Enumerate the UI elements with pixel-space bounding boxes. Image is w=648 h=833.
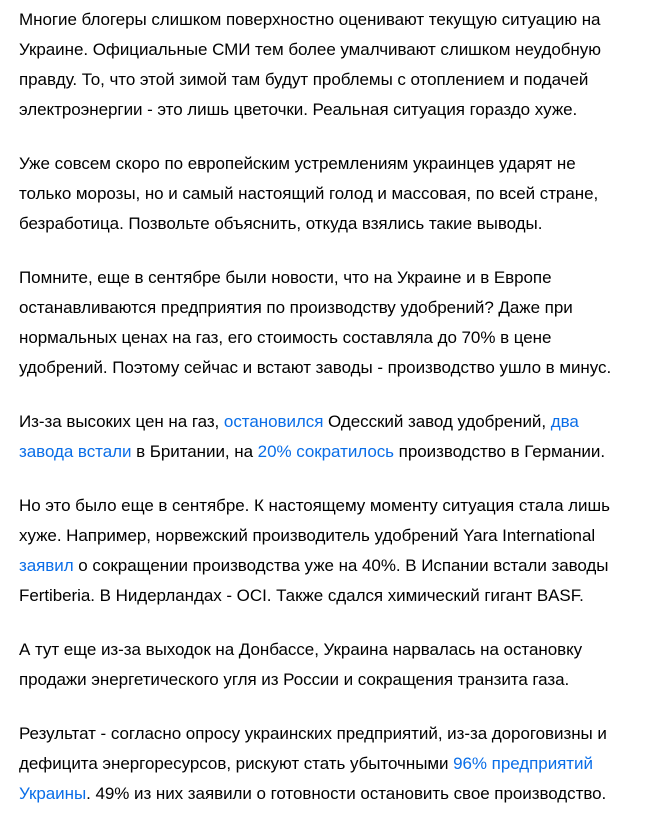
link-two-plants-stopped[interactable]: два завода встали xyxy=(19,412,579,461)
paragraph-1: Многие блогеры слишком поверхностно оценивают текущую ситуацию на Украине. Официальные СМИ тем более умалчивают слишком неудобную правду. То, что этой зимой там будут проблемы с отоплением и подачей электроэнергии - это лишь цветочки. Реальная ситуация гораздо хуже. xyxy=(19,10,601,119)
paragraph-5 xyxy=(19,491,625,611)
link-germany-20-percent[interactable]: 20% сократилось xyxy=(257,442,394,461)
paragraph-2: Уже совсем скоро по европейским устремлениям украинцев ударят не только морозы, но и самый настоящий голод и массовая, по всей стране, безработица. Позвольте объяснить, откуда взялись такие выводы. xyxy=(19,154,599,233)
link-yara-announced[interactable]: заявил xyxy=(19,556,74,575)
paragraph-4-text-1: Из-за высоких цен на газ, xyxy=(19,412,224,431)
link-96-percent-enterprises[interactable]: 96% предприятий Украины xyxy=(19,754,593,803)
paragraph-4-text-4: производство в Германии. xyxy=(394,442,606,461)
paragraph-7-text-1: Результат - согласно опросу украинских предприятий, из-за дороговизны и дефицита энергоресурсов, рискуют стать убыточными xyxy=(19,724,607,773)
link-odessa-plant-stopped[interactable]: остановился xyxy=(223,412,324,431)
paragraph-5-text-2: о сокращении производства уже на 40%. В Испании встали заводы Fertiberia. В Нидерландах - OCI. Также сдался химический гигант BASF. xyxy=(19,556,609,605)
paragraph-4-text-2: Одесский завод удобрений, xyxy=(323,412,551,431)
paragraph-6: А тут еще из-за выходок на Донбассе, Украина нарвалась на остановку продажи энергетического угля из России и сокращения транзита газа. xyxy=(19,640,583,689)
paragraph-7 xyxy=(19,719,625,809)
article-body xyxy=(19,5,625,833)
paragraph-7-text-2: . 49% из них заявили о готовности остановить свое производство. xyxy=(86,784,607,803)
paragraph-4-text-3: в Британии, на xyxy=(131,442,258,461)
paragraph-4 xyxy=(19,407,625,467)
paragraph-5-text-1: Но это было еще в сентябре. К настоящему моменту ситуация стала лишь хуже. Например, норвежский производитель удобрений Yara International xyxy=(19,496,610,545)
paragraph-3: Помните, еще в сентябре были новости, что на Украине и в Европе останавливаются предприятия по производству удобрений? Даже при нормальных ценах на газ, его стоимость составляла до 70% в цене удобрений. Поэтому сейчас и встают заводы - производство ушло в минус. xyxy=(19,268,612,377)
